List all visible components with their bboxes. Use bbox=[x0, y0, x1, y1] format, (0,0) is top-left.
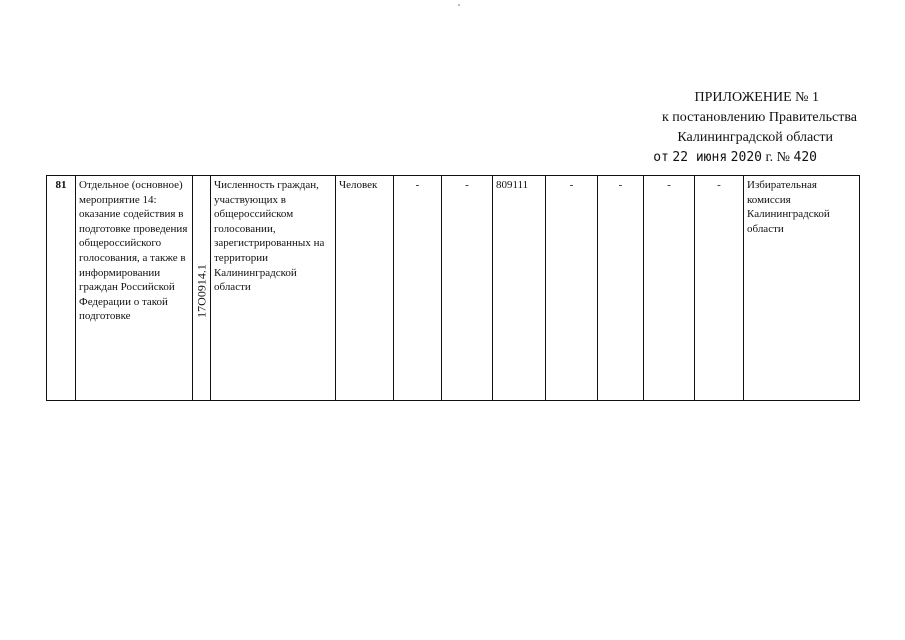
scan-artifact-dot bbox=[458, 4, 460, 6]
value-cell-1: - bbox=[394, 176, 442, 401]
date-mid: г. № bbox=[765, 150, 791, 165]
appendix-date-line bbox=[653, 148, 859, 168]
table-row bbox=[47, 176, 860, 401]
appendix-region-line: Калининградской области bbox=[677, 130, 833, 145]
row-number-cell: 81 bbox=[47, 176, 76, 401]
program-table bbox=[46, 175, 860, 401]
value-cell-2: - bbox=[442, 176, 493, 401]
value-cell-4: - bbox=[546, 176, 598, 401]
budget-code: 17O0914.1 bbox=[194, 264, 209, 318]
appendix-header bbox=[653, 88, 859, 168]
appendix-title: ПРИЛОЖЕНИЕ № 1 bbox=[694, 90, 819, 105]
date-prefix: от bbox=[653, 150, 669, 165]
value-cell-7: - bbox=[695, 176, 744, 401]
document-number: 420 bbox=[793, 150, 817, 165]
executor-cell: Избирательная комиссия Калининградской области bbox=[744, 176, 860, 401]
value-cell-5: - bbox=[598, 176, 644, 401]
date-day-month: 22 июня bbox=[672, 150, 728, 165]
date-year: 2020 bbox=[730, 150, 762, 165]
value-cell-3: 809111 bbox=[493, 176, 546, 401]
unit-cell: Человек bbox=[336, 176, 394, 401]
code-cell bbox=[193, 176, 211, 401]
appendix-resolution-line: к постановлению Правительства bbox=[661, 110, 857, 125]
indicator-cell: Численность граждан, участвующих в общероссийском голосовании, зарегистрированных на территории Калининградской области bbox=[211, 176, 336, 401]
activity-cell: Отдельное (основное) мероприятие 14: оказание содействия в подготовке проведения общероссийского голосования, а также в информировании граждан Российской Федерации о такой подготовке bbox=[76, 176, 193, 401]
value-cell-6: - bbox=[644, 176, 695, 401]
